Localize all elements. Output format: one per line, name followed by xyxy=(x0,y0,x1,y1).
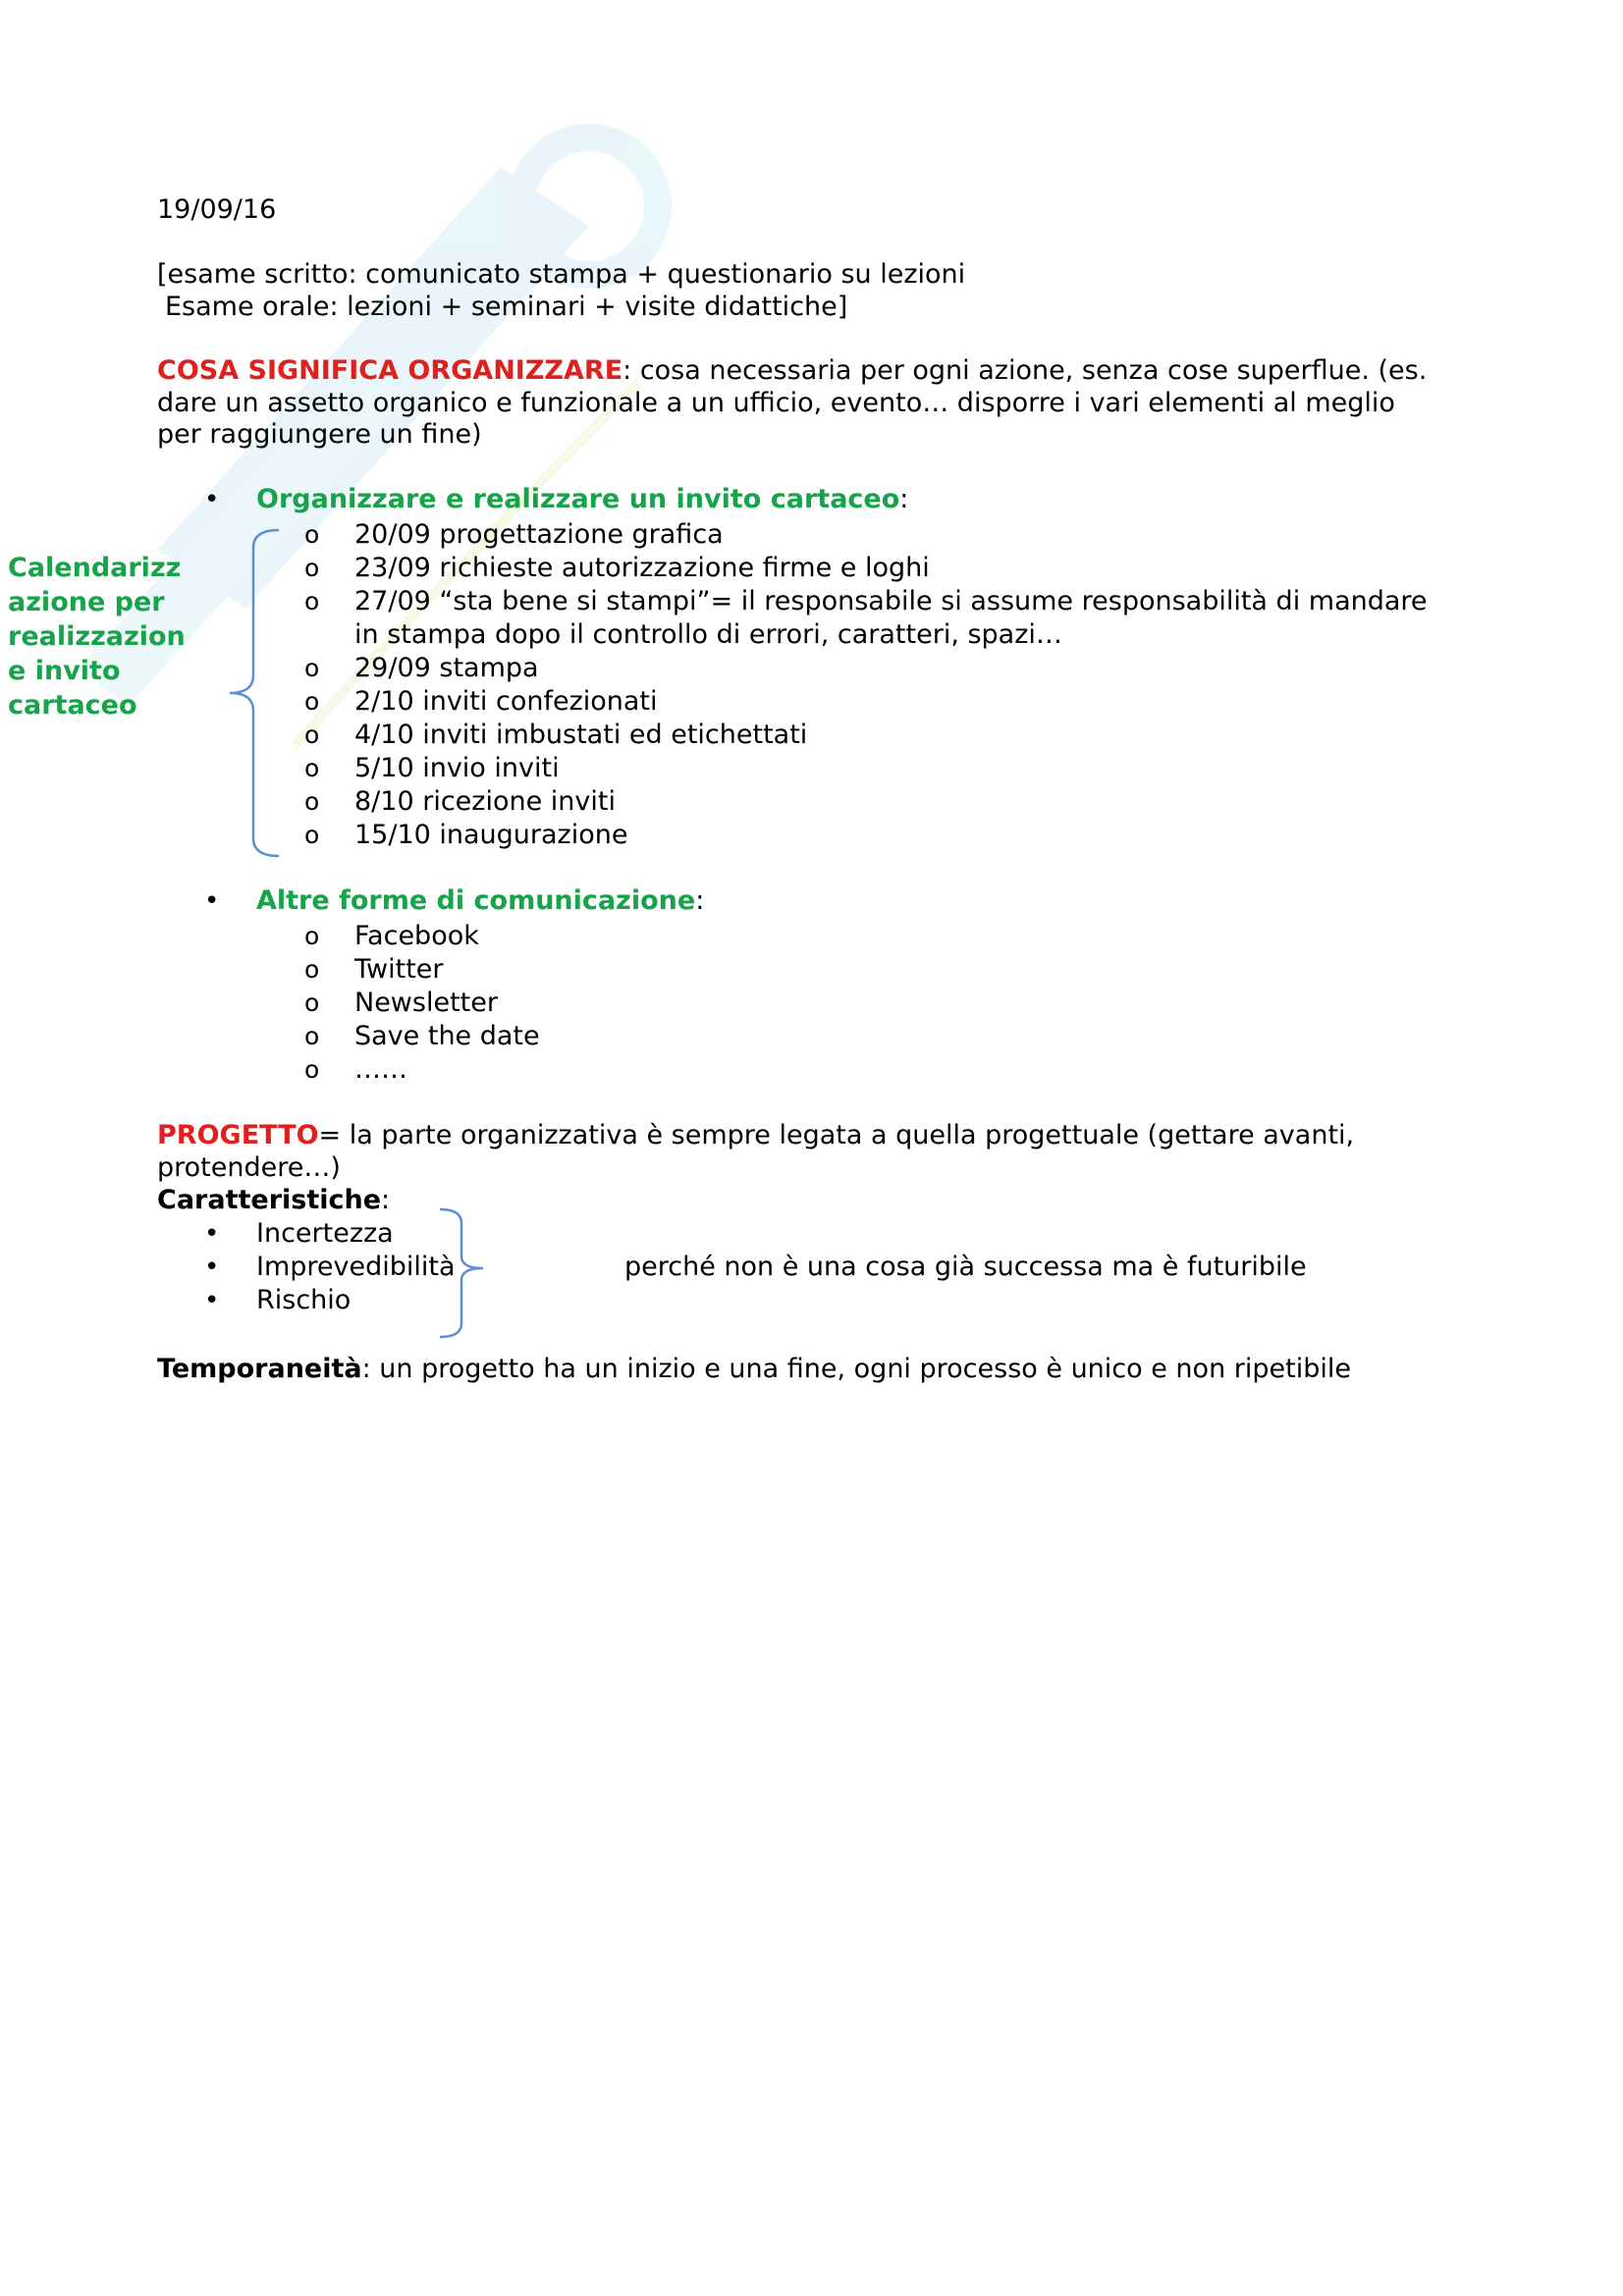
sub-bullet-icon: o xyxy=(304,687,320,716)
sub-bullet-icon: o xyxy=(304,754,320,782)
sub-bullet-icon: o xyxy=(304,587,320,615)
list-item: Save the date xyxy=(354,1021,540,1051)
sub-bullet-icon: o xyxy=(304,554,320,582)
progetto-line-1 xyxy=(157,1119,1354,1152)
list-item: 5/10 invio inviti xyxy=(354,753,560,783)
curly-brace-icon xyxy=(432,1207,491,1341)
side-label-line: realizzazion xyxy=(8,621,186,652)
caratteristiche-colon: : xyxy=(381,1185,391,1215)
list-item: Incertezza xyxy=(256,1218,394,1249)
list-item: 29/09 stampa xyxy=(354,653,539,683)
organizzare-heading: COSA SIGNIFICA ORGANIZZARE xyxy=(157,355,623,386)
caratteristiche-note: perché non è una cosa già successa ma è futuribile xyxy=(624,1252,1307,1282)
list-item: …… xyxy=(354,1054,407,1085)
sub-bullet-icon: o xyxy=(304,1022,320,1050)
exam-line-2: Esame orale: lezioni + seminari + visite didattiche] xyxy=(165,292,848,322)
organizzare-line-1 xyxy=(157,354,1427,388)
sub-bullet-icon: o xyxy=(304,955,320,984)
list-item: Newsletter xyxy=(354,988,498,1018)
sub-bullet-icon: o xyxy=(304,988,320,1017)
sub-bullet-icon: o xyxy=(304,821,320,849)
progetto-text-1: = la parte organizzativa è sempre legata a quella progettuale (gettare avanti, xyxy=(318,1120,1355,1150)
invito-heading-line xyxy=(256,483,908,516)
list-item: 15/10 inaugurazione xyxy=(354,820,628,850)
side-label-line: cartaceo xyxy=(8,690,137,721)
curly-brace-icon xyxy=(224,528,283,860)
list-item: Imprevedibilità xyxy=(256,1252,456,1282)
organizzare-text-1: : cosa necessaria per ogni azione, senza cose superflue. (es. xyxy=(622,355,1428,386)
list-item: 8/10 ricezione inviti xyxy=(354,786,616,817)
sub-bullet-icon: o xyxy=(304,1055,320,1084)
invito-heading: Organizzare e realizzare un invito cartaceo xyxy=(256,484,900,514)
exam-line-1: [esame scritto: comunicato stampa + questionario su lezioni xyxy=(157,259,966,290)
bullet-icon: • xyxy=(204,1253,220,1282)
temporaneita-heading: Temporaneità xyxy=(157,1354,362,1384)
altre-colon: : xyxy=(695,885,705,916)
bullet-icon: • xyxy=(204,886,220,916)
bullet-icon: • xyxy=(204,1219,220,1249)
organizzare-line-2: dare un assetto organico e funzionale a un ufficio, evento… disporre i vari elementi al meglio xyxy=(157,388,1395,418)
list-item: 20/09 progettazione grafica xyxy=(354,519,724,550)
list-item: 2/10 inviti confezionati xyxy=(354,686,658,717)
list-item-continuation: in stampa dopo il controllo di errori, caratteri, spazi… xyxy=(354,619,1062,650)
list-item: 4/10 inviti imbustati ed etichettati xyxy=(354,720,808,750)
side-label-line: Calendarizz xyxy=(8,553,182,583)
side-label-calendarizzazione xyxy=(8,551,194,722)
altre-heading: Altre forme di comunicazione xyxy=(256,885,696,916)
sub-bullet-icon: o xyxy=(304,654,320,682)
invito-colon: : xyxy=(899,484,909,514)
organizzare-line-3: per raggiungere un fine) xyxy=(157,419,482,450)
bullet-icon: • xyxy=(204,485,220,514)
side-label-line: azione per xyxy=(8,587,165,617)
list-item: Rischio xyxy=(256,1285,352,1315)
sub-bullet-icon: o xyxy=(304,922,320,950)
side-label-line: e invito xyxy=(8,656,121,686)
progetto-heading: PROGETTO xyxy=(157,1120,319,1150)
date: 19/09/16 xyxy=(157,194,277,225)
list-item: 23/09 richieste autorizzazione firme e loghi xyxy=(354,553,930,583)
altre-heading-line xyxy=(256,884,704,918)
caratteristiche-line xyxy=(157,1184,390,1217)
sub-bullet-icon: o xyxy=(304,787,320,816)
temporaneita-line xyxy=(157,1353,1351,1386)
temporaneita-text: : un progetto ha un inizio e una fine, ogni processo è unico e non ripetibile xyxy=(361,1354,1351,1384)
caratteristiche-heading: Caratteristiche xyxy=(157,1185,382,1215)
list-item: 27/09 “sta bene si stampi”= il responsabile si assume responsabilità di mandare xyxy=(354,586,1428,616)
sub-bullet-icon: o xyxy=(304,520,320,549)
list-item: Twitter xyxy=(354,954,444,985)
list-item: Facebook xyxy=(354,921,479,951)
sub-bullet-icon: o xyxy=(304,721,320,749)
progetto-line-2: protendere…) xyxy=(157,1152,341,1183)
bullet-icon: • xyxy=(204,1286,220,1315)
